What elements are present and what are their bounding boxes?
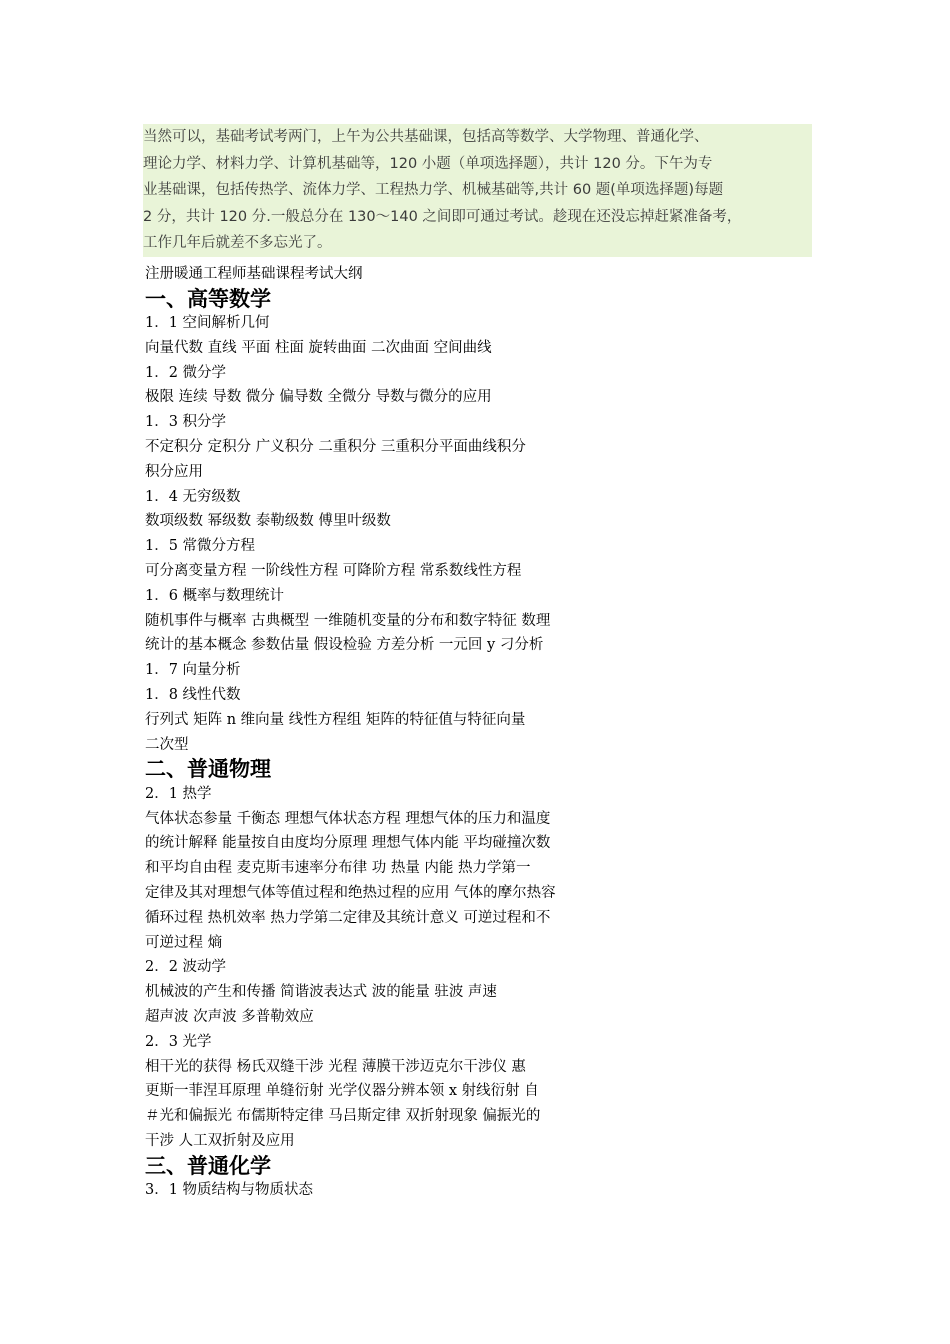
subsection-heading: 2．2 波动学 — [145, 959, 227, 976]
intro-line: 业基础课，包括传热学、流体力学、工程热力学、机械基础等,共计 60 题(单项选择题)每题 — [143, 182, 724, 198]
subsection-text: 行列式 矩阵 n 维向量 线性方程组 矩阵的特征值与特征向量 — [145, 711, 526, 728]
subsection-text: 循环过程 热机效率 热力学第二定律及其统计意义 可逆过程和不 — [145, 909, 551, 926]
intro-line: 当然可以，基础考试考两门，上午为公共基础课，包括高等数学、大学物理、普通化学、 — [143, 129, 709, 145]
intro-line: 理论力学、材料力学、计算机基础等，120 小题（单项选择题），共计 120 分。下午为专 — [143, 155, 713, 172]
subsection-text: 统计的基本概念 参数估量 假设检验 方差分析 一元回 y 刁分析 — [145, 637, 544, 654]
intro-highlight-block — [143, 124, 812, 257]
intro-line: 2 分，共计 120 分.一般总分在 130～140 之间即可通过考试。趁现在还没忘掉赶紧准备考， — [143, 208, 742, 225]
subsection-heading: 2．3 光学 — [145, 1033, 212, 1050]
intro-line: 工作几年后就差不多忘光了。 — [143, 235, 332, 251]
subsection-heading: 1．3 积分学 — [145, 414, 227, 431]
section-heading: 一、高等数学 — [145, 285, 271, 311]
subsection-text: 不定积分 定积分 广义积分 二重积分 三重积分平面曲线积分 — [145, 438, 526, 455]
subsection-text: 相干光的获得 杨氏双缝干涉 光程 薄膜干涉迈克尔干涉仪 惠 — [145, 1058, 526, 1075]
section-heading: 二、普通物理 — [145, 756, 271, 782]
subsection-text: 二次型 — [145, 736, 189, 753]
section-heading: 三、普通化学 — [145, 1152, 271, 1178]
subsection-heading: 3．1 物质结构与物质状态 — [145, 1182, 314, 1199]
document-title: 注册暖通工程师基础课程考试大纲 — [145, 266, 363, 282]
subsection-text: 极限 连续 导数 微分 偏导数 全微分 导数与微分的应用 — [145, 389, 492, 406]
subsection-text: 干涉 人工双折射及应用 — [145, 1133, 295, 1149]
subsection-text: 数项级数 幂级数 泰勒级数 傅里叶级数 — [145, 513, 391, 530]
subsection-heading: 2．1 热学 — [145, 785, 212, 802]
subsection-text: 气体状态参量 千衡态 理想气体状态方程 理想气体的压力和温度 — [145, 810, 551, 827]
subsection-heading: 1．1 空间解析几何 — [145, 315, 270, 331]
subsection-text: 定律及其对理想气体等值过程和绝热过程的应用 气体的摩尔热容 — [145, 885, 556, 902]
subsection-text: 的统计解释 能量按自由度均分原理 理想气体内能 平均碰撞次数 — [145, 835, 551, 852]
subsection-text: 向量代数 直线 平面 柱面 旋转曲面 二次曲面 空间曲线 — [145, 339, 492, 356]
subsection-text: 随机事件与概率 古典概型 一维随机变量的分布和数字特征 数理 — [145, 612, 551, 629]
subsection-text: 可逆过程 熵 — [145, 934, 223, 951]
subsection-heading: 1．7 向量分析 — [145, 662, 241, 679]
subsection-text: ＃光和偏振光 布儒斯特定律 马吕斯定律 双折射现象 偏振光的 — [145, 1108, 541, 1125]
subsection-heading: 1．8 线性代数 — [145, 686, 241, 703]
subsection-heading: 1．5 常微分方程 — [145, 538, 256, 555]
subsection-text: 可分离变量方程 一阶线性方程 可降阶方程 常系数线性方程 — [145, 562, 522, 579]
subsection-heading: 1．2 微分学 — [145, 364, 227, 381]
syllabus-content — [145, 262, 825, 1203]
subsection-text: 机械波的产生和传播 简谐波表达式 波的能量 驻波 声速 — [145, 984, 497, 1001]
subsection-text: 更斯一菲涅耳原理 单缝衍射 光学仪器分辨本领 x 射线衍射 自 — [145, 1083, 539, 1100]
subsection-text: 超声波 次声波 多普勒效应 — [145, 1009, 314, 1026]
subsection-heading: 1．6 概率与数理统计 — [145, 587, 285, 604]
subsection-text: 积分应用 — [145, 463, 203, 480]
subsection-text: 和平均自由程 麦克斯韦速率分布律 功 热量 内能 热力学第一 — [145, 860, 531, 877]
subsection-heading: 1．4 无穷级数 — [145, 488, 241, 505]
